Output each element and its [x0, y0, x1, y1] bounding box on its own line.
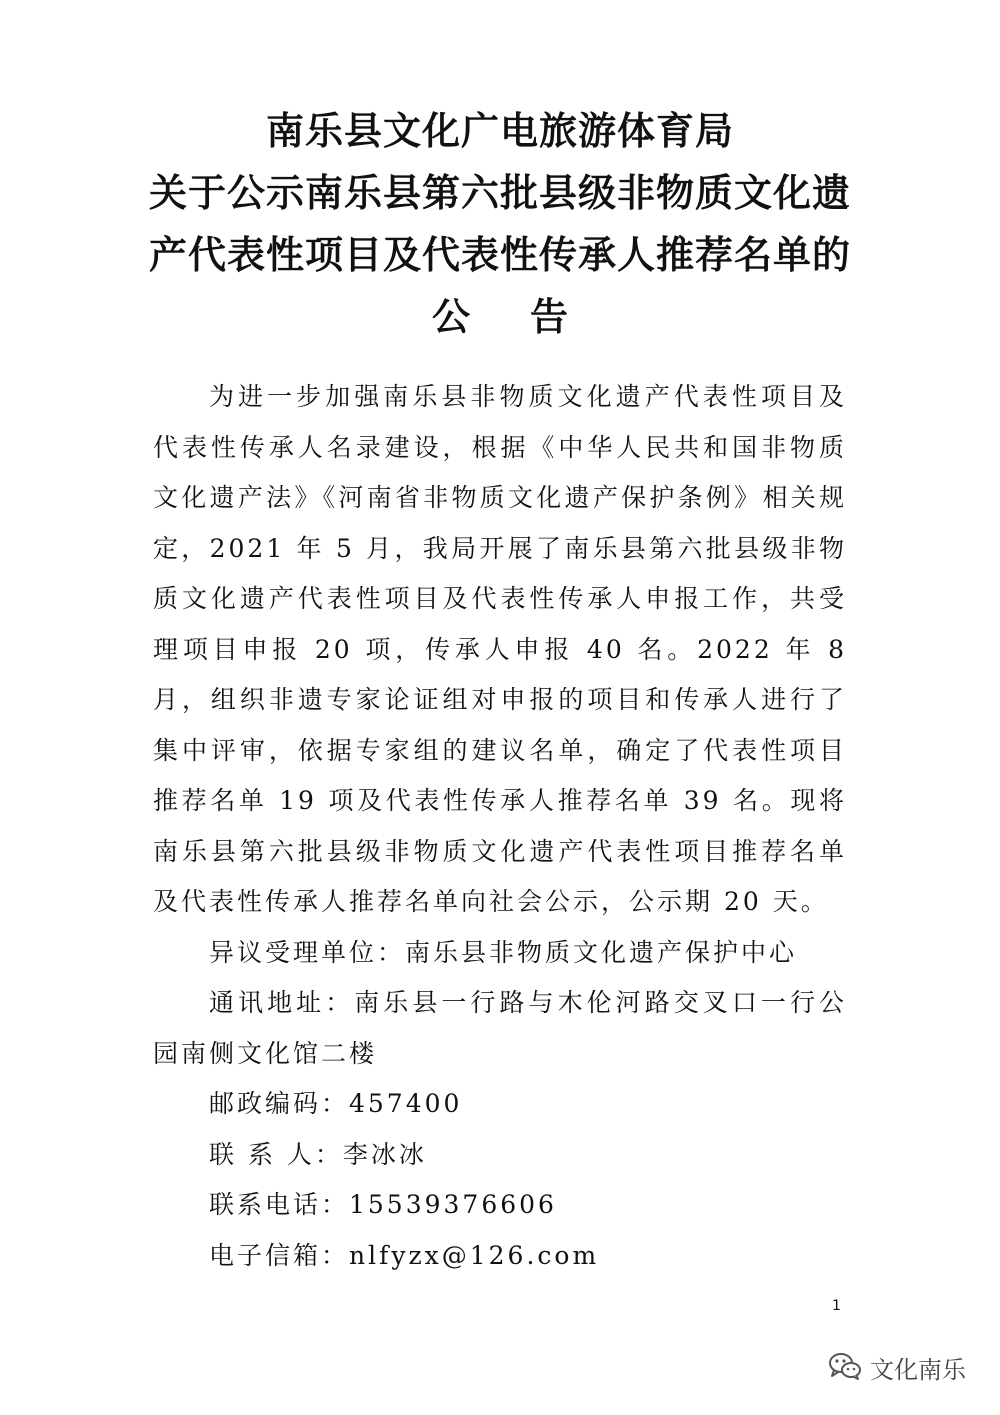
title-line-3: 产代表性项目及代表性传承人推荐名单的: [148, 233, 851, 277]
contact-person: 联 系 人：李冰冰: [209, 1139, 427, 1169]
document-title: [0, 100, 1000, 348]
wechat-icon: [828, 1351, 862, 1385]
objection-unit: 异议受理单位：南乐县非物质文化遗产保护中心: [209, 937, 798, 967]
document-body: [153, 372, 847, 1281]
postal-code: 邮政编码：457400: [209, 1089, 463, 1118]
watermark-text: 文化南乐: [870, 1356, 966, 1384]
contact-phone: 联系电话：15539376606: [209, 1190, 557, 1219]
main-paragraph: 为进一步加强南乐县非物质文化遗产代表性项目及代表性传承人名录建设，根据《中华人民共和国非物质文化遗产法》《河南省非物质文化遗产保护条例》相关规定，2021 年 5 月，我局开展了南乐县第六批县级非物质文化遗产代表性项目及代表性传承人申报工作，共受理项目申报 20 项，传承人申报 40 名。2022 年 8 月，组织非遗专家论证组对申报的项目和传承人进行了集中评审，依据专家组的建议名单，确定了代表性项目推荐名单 19 项及代表性传承人推荐名单 39 名。现将南乐县第六批县级非物质文化遗产代表性项目推荐名单及代表性传承人推荐名单向社会公示，公示期 20 天。: [153, 382, 847, 916]
title-line-2: 关于公示南乐县第六批县级非物质文化遗: [148, 171, 851, 215]
title-line-1: 南乐县文化广电旅游体育局: [265, 109, 734, 153]
mailing-address: 通讯地址：南乐县一行路与木伦河路交叉口一行公园南侧文化馆二楼: [153, 988, 847, 1068]
wechat-watermark: [828, 1350, 966, 1385]
title-line-4: 公告: [431, 295, 628, 339]
page-number: 1: [832, 1298, 841, 1314]
contact-email: 电子信箱：nlfyzx@126.com: [209, 1240, 600, 1270]
